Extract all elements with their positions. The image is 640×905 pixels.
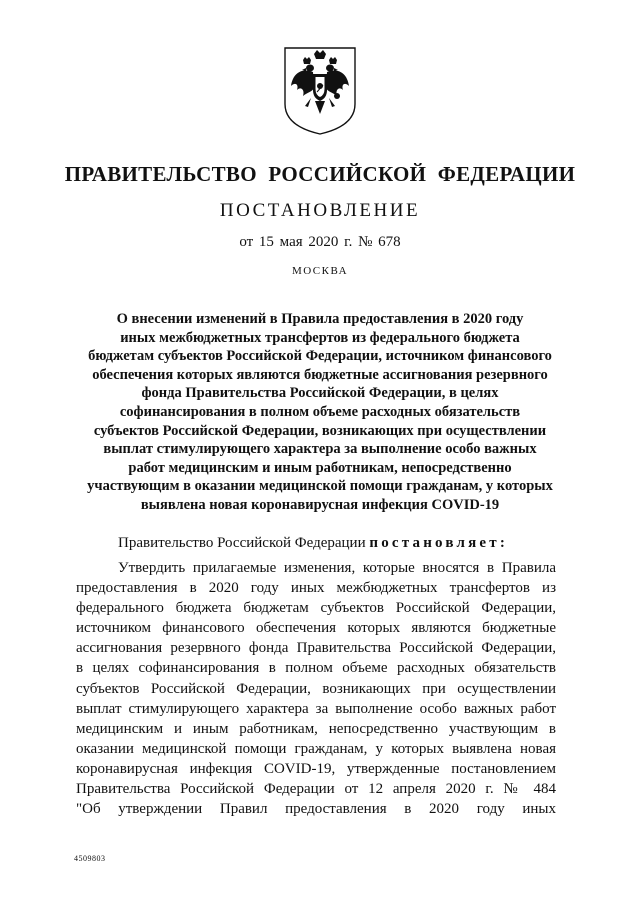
- document-id: 4509803: [74, 854, 106, 863]
- russian-coat-of-arms-icon: [283, 46, 357, 136]
- document-date-number: от 15 мая 2020 г. № 678: [239, 234, 401, 250]
- preamble-subject: Правительство Российской Федерации: [118, 535, 370, 551]
- document-type: ПОСТАНОВЛЕНИЕ: [219, 200, 421, 221]
- body-line: "Об утверждении Правил предоставления в 2020 году иных: [76, 801, 556, 818]
- heading-line: О внесении изменений в Правила предоставления в 2020 году: [116, 311, 524, 327]
- body-paragraph: [76, 558, 556, 819]
- body-line: медицинским и иным работникам, непосредственно участвующим в: [76, 720, 556, 737]
- document-heading: [60, 310, 580, 515]
- body-line: субъектов Российской Федерации, возникающих при осуществлении: [76, 680, 556, 697]
- heading-line: участвующим в оказании медицинской помощи гражданам, у которых: [87, 478, 553, 495]
- body-line: в целях софинансирования в полном объеме расходных обязательств: [76, 660, 556, 677]
- heading-line: обеспечения которых являются бюджетные ассигнования резервного: [92, 366, 548, 383]
- body-line: Правительства Российской Федерации от 12 апреля 2020 г. № 484: [76, 781, 556, 798]
- body-line: ассигнования резервного фонда Правительства Российской Федерации,: [76, 640, 556, 657]
- heading-line: фонда Правительства Российской Федерации, в целях: [141, 385, 499, 402]
- body-line: оказании медицинской помощи гражданам, у которых выявлена новая: [76, 740, 556, 757]
- heading-line: бюджетам субъектов Российской Федерации, источником финансового: [88, 348, 552, 365]
- government-title: ПРАВИТЕЛЬСТВО РОССИЙСКОЙ ФЕДЕРАЦИИ: [64, 162, 576, 186]
- body-line: источником финансового обеспечения которых являются бюджетные: [76, 620, 556, 637]
- body-line: предоставления в 2020 году иных межбюджетных трансфертов из: [76, 580, 556, 597]
- body-line: выплат стимулирующего характера за выполнение особо важных работ: [76, 700, 556, 717]
- body-line: коронавирусная инфекция COVID-19, утвержденные постановлением: [76, 760, 556, 777]
- heading-line: иных межбюджетных трансфертов из федерального бюджета: [120, 329, 520, 346]
- heading-line: работ медицинским и иным работникам, непосредственно: [128, 459, 512, 476]
- body-line: федерального бюджета бюджетам субъектов Российской Федерации,: [76, 600, 556, 617]
- preamble-verb: постановляет:: [369, 535, 509, 551]
- document-city: МОСКВА: [291, 265, 349, 277]
- preamble-line: [118, 533, 508, 553]
- body-line: Утвердить прилагаемые изменения, которые вносятся в Правила: [118, 560, 556, 576]
- heading-line: субъектов Российской Федерации, возникающих при осуществлении: [93, 422, 547, 439]
- heading-line: софинансирования в полном объеме расходных обязательств: [119, 403, 521, 420]
- heading-line: выявлена новая коронавирусная инфекция COVID-19: [140, 496, 500, 513]
- heading-line: выплат стимулирующего характера за выполнение особо важных: [103, 441, 537, 458]
